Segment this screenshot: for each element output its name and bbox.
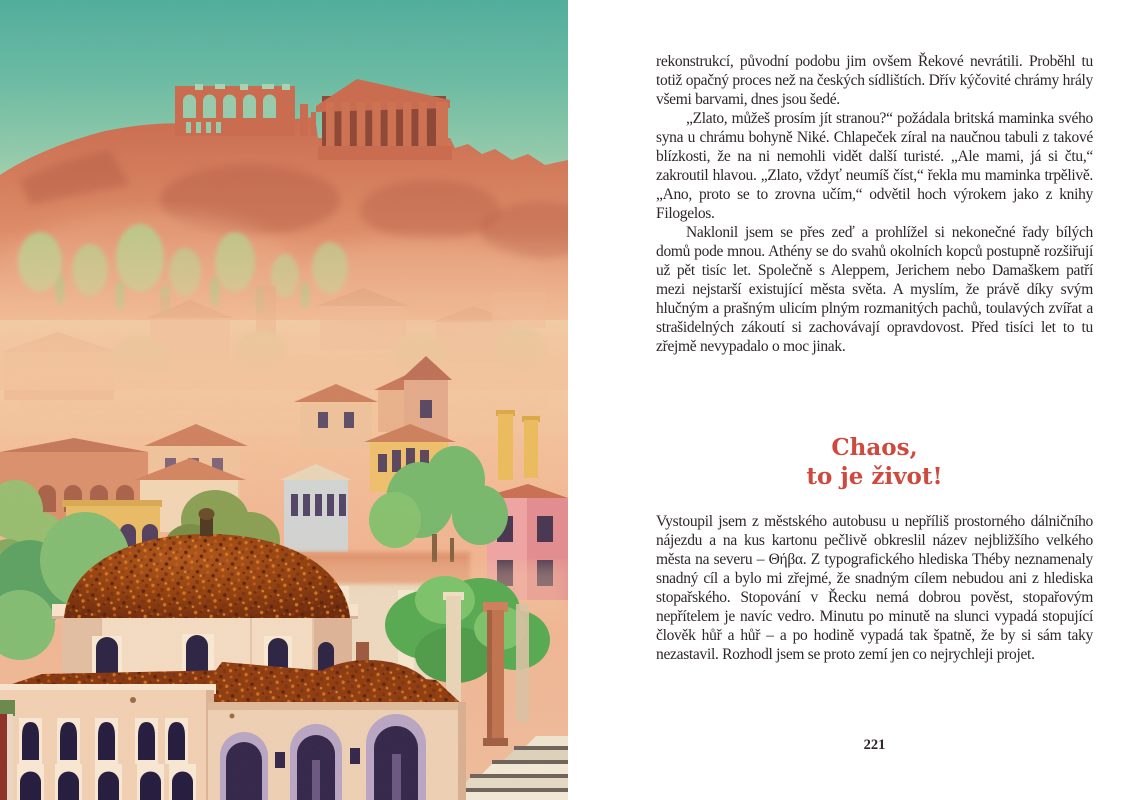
- page-number: 221: [863, 737, 886, 753]
- body-paragraph-4: Vystoupil jsem z městského autobusu u nepříliš prostorného dálničního nájezdu a na kus kartonu pečlivě obkreslil název nejbližšího velkého města na severu – Θήβα. Z typografického hlediska Théby neznamenaly snadný cíl a bylo mi zřejmé, že snadným cílem nebudou ani z hlediska stopařského. Stopování v Řecku nemá dobrou pověst, stopařovým nepřítelem je navíc vedro. Minutu po minutě na slunci vypadá stopující člověk hůř a hůř – a po hodině vypadá tak špatně, že by si sám taky nezastavil. Rozhodl jsem se proto zemí jen co nejrychleji projet.: [656, 513, 1093, 663]
- body-paragraph-3: Naklonil jsem se přes zeď a prohlížel si nekonečné řady bílých domů pode mnou. Athény se do svahů okolních kopců postupně rozšiřují už pět tisíc let. Společně s Aleppem, Jerichem nebo Damaškem patří mezi nejstarší existující města světa. A myslím, že právě díky svým hlučným a prašným ulicím plným rozmanitých pachů, toulavých zvířat a strašidelných zákoutí si zachovávají opravdovost. Před tisíci let to tu zřejmě nevypadalo o moc jinak.: [656, 224, 1093, 355]
- text-page: [656, 0, 1093, 800]
- text-block-before-heading: [656, 52, 1093, 356]
- body-paragraph-2: „Zlato, můžeš prosím jít stranou?“ požádala britská maminka svého syna u chrámu bohyně Niké. Chlapeček zíral na naučnou tabuli z takové blízkosti, že na ni nemohli vidět další turisté. „Ale mami, já si čtu,“ zakroutil hlavou. „Zlato, vždyť neumíš číst,“ řekla mu maminka trpělivě. „Ano, proto se to zrovna učím,“ odvětil hoch výrokem jako z knihy Filogelos.: [656, 110, 1093, 222]
- chapter-heading-line-1: Chaos,: [831, 434, 918, 461]
- text-block-after-heading: [656, 512, 1093, 664]
- chapter-heading: [656, 433, 1093, 491]
- chapter-heading-line-2: to je život!: [806, 463, 943, 490]
- body-paragraph-1: rekonstrukcí, původní podobu jim ovšem Řekové nevrátili. Proběhl tu totiž opačný proces než na českých sídlištích. Dřív kýčovité chrámy hrály všemi barvami, dnes jsou šedé.: [656, 53, 1093, 108]
